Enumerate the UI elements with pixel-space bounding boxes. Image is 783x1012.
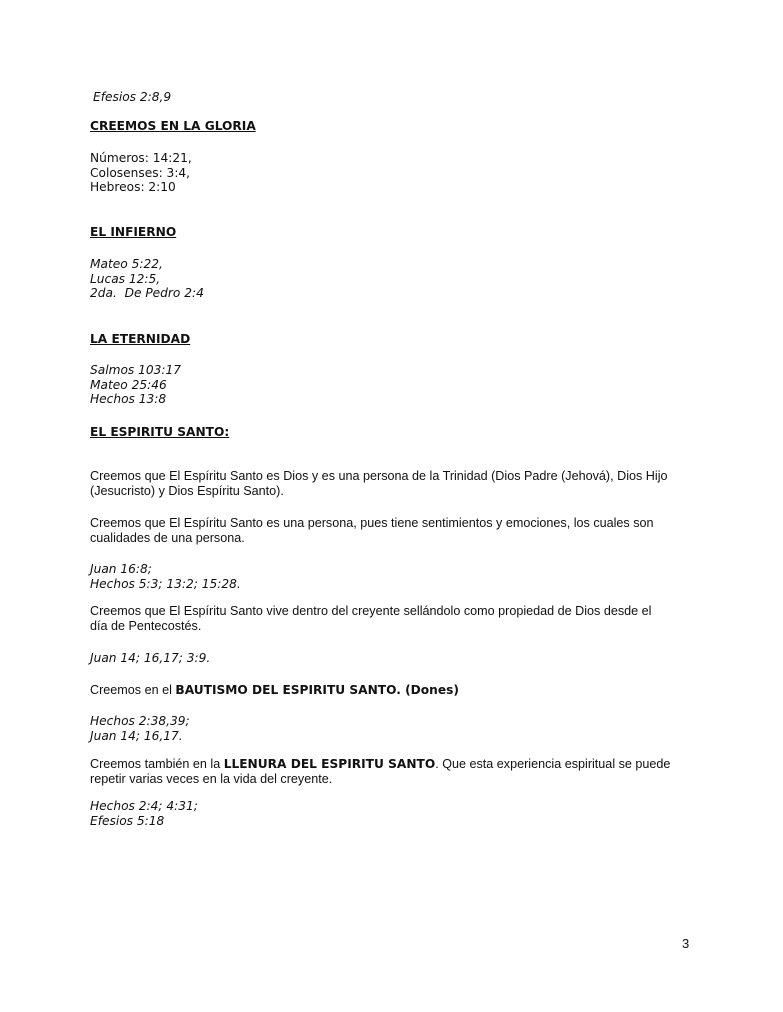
section-heading-infierno: EL INFIERNO bbox=[90, 225, 177, 239]
verse-reference: Efesios 5:18 bbox=[90, 813, 165, 828]
paragraph-line: Creemos que El Espíritu Santo es una persona, pues tiene sentimientos y emociones, los cuales son bbox=[90, 516, 654, 530]
verse-reference: Mateo 25:46 bbox=[90, 377, 167, 392]
paragraph-line: repetir varias veces en la vida del creyente. bbox=[90, 771, 333, 786]
verse-reference: Hechos 5:3; 13:2; 15:28. bbox=[90, 576, 241, 591]
paragraph-line bbox=[90, 757, 700, 772]
verse-reference: Mateo 5:22, bbox=[90, 257, 163, 271]
verse-reference: 2da. De Pedro 2:4 bbox=[90, 286, 204, 301]
verse-reference: Números: 14:21, bbox=[90, 151, 192, 165]
paragraph-trinidad bbox=[90, 469, 700, 498]
verse-list-llenura bbox=[90, 799, 700, 828]
verse-reference: Hechos 2:4; 4:31; bbox=[90, 799, 198, 813]
paragraph-line bbox=[90, 683, 700, 698]
paragraph-text: . Que esta experiencia espiritual se puede bbox=[435, 757, 671, 771]
verse-list-infierno bbox=[90, 257, 700, 301]
verse-list-gloria bbox=[90, 151, 700, 195]
emphasis-text: LLENURA DEL ESPIRITU SANTO bbox=[223, 757, 436, 771]
verse-list-eternidad bbox=[90, 363, 700, 407]
paragraph-creyente bbox=[90, 604, 700, 633]
verse-reference: Colosenses: 3:4, bbox=[90, 165, 191, 180]
section-heading-gloria: CREEMOS EN LA GLORIA bbox=[90, 119, 256, 133]
verse-reference: Juan 16:8; bbox=[90, 562, 152, 576]
paragraph-line: Creemos que El Espíritu Santo vive dentro del creyente sellándolo como propiedad de Dios desde el bbox=[90, 604, 652, 618]
page-number: 3 bbox=[682, 936, 690, 951]
paragraph-line: Creemos que El Espíritu Santo es Dios y es una persona de la Trinidad (Dios Padre (Jehová), Dios Hijo bbox=[90, 469, 668, 483]
paragraph-text: Creemos en el bbox=[90, 683, 176, 697]
verse-list-persona bbox=[90, 562, 700, 591]
verse-reference: Hebreos: 2:10 bbox=[90, 180, 176, 195]
section-heading-eternidad: LA ETERNIDAD bbox=[90, 332, 191, 346]
verse-reference: Efesios 2:8,9 bbox=[93, 90, 172, 104]
verse-reference: Hechos 13:8 bbox=[90, 392, 167, 407]
paragraph-persona bbox=[90, 516, 700, 545]
verse-reference: Juan 14; 16,17. bbox=[90, 728, 183, 743]
paragraph-text: Creemos también en la bbox=[90, 757, 224, 771]
paragraph-bautismo bbox=[90, 683, 700, 698]
paragraph-llenura bbox=[90, 757, 700, 786]
verse-list-creyente bbox=[90, 651, 700, 666]
verse-reference: Hechos 2:38,39; bbox=[90, 714, 190, 728]
paragraph-line: cualidades de una persona. bbox=[90, 530, 245, 545]
verse-reference: Salmos 103:17 bbox=[90, 363, 182, 377]
verse-reference: Lucas 12:5, bbox=[90, 271, 161, 286]
verse-list-bautismo bbox=[90, 714, 700, 743]
emphasis-text: BAUTISMO DEL ESPIRITU SANTO. (Dones) bbox=[175, 683, 459, 697]
section-heading-espiritu: EL ESPIRITU SANTO: bbox=[90, 425, 230, 439]
paragraph-line: día de Pentecostés. bbox=[90, 618, 202, 633]
paragraph-line: (Jesucristo) y Dios Espíritu Santo). bbox=[90, 483, 284, 498]
verse-reference: Juan 14; 16,17; 3:9. bbox=[90, 651, 211, 665]
